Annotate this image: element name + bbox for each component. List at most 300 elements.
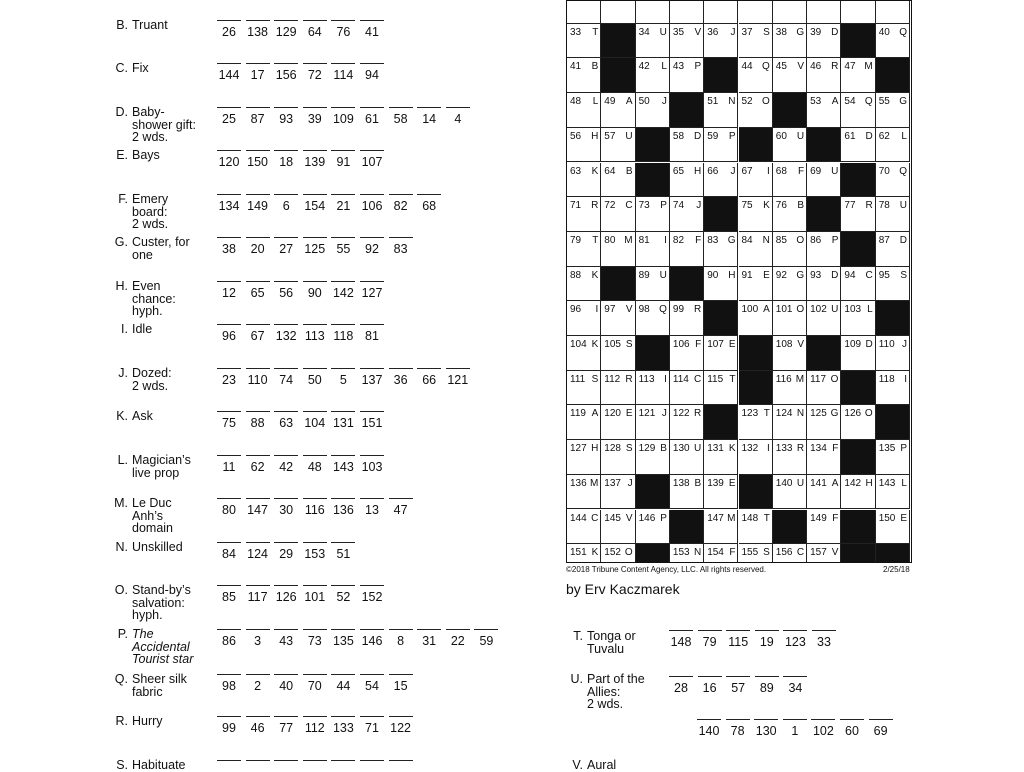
cell-clue-letter: R <box>625 373 633 385</box>
blank-line <box>389 237 413 238</box>
cell-clue-letter: U <box>625 130 633 142</box>
grid-cell[interactable] <box>704 232 738 267</box>
cell-clue-letter: B <box>797 200 805 212</box>
grid-cell[interactable] <box>670 197 704 232</box>
cell-number: 143 <box>878 477 896 489</box>
cell-number: 33 <box>570 26 582 38</box>
grid-cell[interactable] <box>567 93 601 128</box>
cell-clue-letter: U <box>831 304 839 316</box>
grid-cell[interactable] <box>601 128 635 163</box>
cell-clue-letter: J <box>627 477 633 489</box>
grid-cell[interactable] <box>670 336 704 371</box>
blank-number: 61 <box>365 112 379 126</box>
grid-cell[interactable] <box>841 267 875 302</box>
blank-number: 156 <box>275 68 297 82</box>
blank-number: 50 <box>307 373 322 387</box>
black-square <box>601 24 635 59</box>
blank-line <box>274 237 298 238</box>
blank-line <box>331 150 355 151</box>
blank-line <box>303 324 327 325</box>
blank-number: 98 <box>222 679 236 693</box>
blank-number: 20 <box>250 242 265 256</box>
grid-cell[interactable] <box>704 163 738 198</box>
grid-cell[interactable] <box>670 232 704 267</box>
grid-cell[interactable] <box>636 301 670 336</box>
clue-letter: Q. <box>114 672 128 686</box>
cell-number: 132 <box>741 443 759 455</box>
black-square <box>841 510 875 545</box>
cell-number: 47 <box>844 61 856 73</box>
cell-clue-letter: J <box>661 96 667 108</box>
cell-number: 129 <box>638 443 656 455</box>
blank-line <box>303 498 327 499</box>
cell-number: 88 <box>570 269 582 281</box>
blank-number: 125 <box>304 242 326 256</box>
clue-letter: H. <box>115 279 128 293</box>
blank-number: 30 <box>279 503 294 517</box>
grid-cell[interactable] <box>773 163 807 198</box>
grid-cell[interactable] <box>636 24 670 59</box>
grid-cell[interactable] <box>567 232 601 267</box>
grid-cell[interactable] <box>739 440 773 475</box>
blank-line <box>360 716 384 717</box>
blank-number: 48 <box>307 460 322 474</box>
grid-cell[interactable] <box>841 405 875 440</box>
blank-line <box>331 324 355 325</box>
blank-number: 120 <box>218 155 240 169</box>
cell-number: 115 <box>707 373 724 385</box>
grid-cell[interactable] <box>636 58 670 93</box>
grid-cell[interactable] <box>807 267 841 302</box>
blank-number: 5 <box>339 373 347 387</box>
cell-clue-letter: K <box>591 547 599 559</box>
cell-clue-letter: Q <box>899 165 907 177</box>
grid-cell[interactable] <box>807 440 841 475</box>
blank-number: 54 <box>365 679 379 693</box>
blank-line <box>726 676 750 677</box>
blank-number: 68 <box>422 199 437 213</box>
cell-clue-letter: S <box>625 339 633 350</box>
grid-cell[interactable] <box>773 232 807 267</box>
cell-number: 87 <box>878 234 890 246</box>
blank-line <box>755 630 779 631</box>
black-square <box>841 163 875 198</box>
grid-cell[interactable] <box>704 440 738 475</box>
grid-cell[interactable] <box>876 93 910 128</box>
grid-cell[interactable] <box>636 267 670 302</box>
grid-cell[interactable] <box>739 405 773 440</box>
grid-cell[interactable] <box>567 0 601 24</box>
cell-clue-letter: B <box>660 443 667 455</box>
blank-number: 3 <box>254 634 262 648</box>
blank-number: 56 <box>279 286 294 300</box>
cell-number: 134 <box>810 443 827 455</box>
grid-cell[interactable] <box>601 405 635 440</box>
cell-clue-letter: M <box>589 477 599 489</box>
cell-number: 53 <box>810 96 822 108</box>
grid-cell[interactable] <box>670 440 704 475</box>
grid-cell[interactable] <box>636 0 670 24</box>
blank-line <box>217 674 241 675</box>
blank-number: 17 <box>250 68 265 82</box>
black-square <box>739 475 773 510</box>
grid-cell[interactable] <box>567 336 601 371</box>
cell-clue-letter: Q <box>659 304 667 316</box>
grid-cell[interactable] <box>670 128 704 163</box>
blank-number: 143 <box>332 460 354 474</box>
black-square <box>739 128 773 163</box>
cell-number: 92 <box>775 269 787 281</box>
cell-clue-letter: O <box>830 373 839 385</box>
grid-cell[interactable] <box>704 544 738 563</box>
blank-line <box>360 281 384 282</box>
grid-cell[interactable] <box>876 371 910 406</box>
grid-cell[interactable] <box>773 371 807 406</box>
grid-cell[interactable] <box>601 197 635 232</box>
grid-cell[interactable] <box>876 475 910 510</box>
grid-cell[interactable] <box>773 440 807 475</box>
grid-cell[interactable] <box>567 163 601 198</box>
grid-cell[interactable] <box>567 440 601 475</box>
grid-cell[interactable] <box>567 267 601 302</box>
grid-cell[interactable] <box>807 232 841 267</box>
grid-cell[interactable] <box>704 336 738 371</box>
black-square <box>841 371 875 406</box>
grid-cell[interactable] <box>704 24 738 59</box>
cell-number: 81 <box>638 234 650 246</box>
grid-cell[interactable] <box>739 24 773 59</box>
grid-cell[interactable] <box>636 440 670 475</box>
grid-cell[interactable] <box>567 371 601 406</box>
copyright-notice: ©2018 Tribune Content Agency, LLC. All rights reserved. <box>566 565 767 574</box>
cell-clue-letter: F <box>797 165 805 177</box>
grid-cell[interactable] <box>739 163 773 198</box>
blank-line <box>360 20 384 21</box>
grid-cell[interactable] <box>739 267 773 302</box>
grid-cell[interactable] <box>739 58 773 93</box>
blank-line <box>303 674 327 675</box>
grid-cell[interactable] <box>567 128 601 163</box>
cell-clue-letter: N <box>728 96 736 108</box>
grid-cell[interactable] <box>601 232 635 267</box>
grid-cell[interactable] <box>636 510 670 545</box>
grid-cell[interactable] <box>876 163 910 198</box>
cell-clue-letter: L <box>867 304 873 316</box>
grid-cell[interactable] <box>841 0 875 24</box>
grid-cell[interactable] <box>670 405 704 440</box>
cell-number: 116 <box>775 373 792 385</box>
cell-number: 114 <box>672 373 689 385</box>
cell-clue-letter: I <box>664 373 667 385</box>
grid-cell[interactable] <box>807 24 841 59</box>
grid-cell[interactable] <box>773 0 807 24</box>
grid-cell[interactable] <box>876 267 910 302</box>
cell-clue-letter: S <box>625 443 633 455</box>
clue-letter: P. <box>117 627 128 641</box>
grid-cell[interactable] <box>567 197 601 232</box>
grid-cell[interactable] <box>567 405 601 440</box>
grid-cell[interactable] <box>841 128 875 163</box>
grid-cell[interactable] <box>841 301 875 336</box>
grid-cell[interactable] <box>773 24 807 59</box>
blank-number: 109 <box>332 112 354 126</box>
cell-number: 75 <box>741 200 753 212</box>
grid-cell[interactable] <box>601 440 635 475</box>
grid-cell[interactable] <box>876 197 910 232</box>
grid-cell[interactable] <box>841 475 875 510</box>
blank-number: 127 <box>361 286 383 300</box>
cell-number: 155 <box>741 547 759 559</box>
cell-number: 105 <box>604 339 621 350</box>
cell-number: 52 <box>741 96 753 108</box>
grid-cell[interactable] <box>807 163 841 198</box>
blank-number: 58 <box>393 112 408 126</box>
cell-number: 108 <box>775 339 793 350</box>
grid-cell[interactable] <box>704 371 738 406</box>
grid-cell[interactable] <box>636 197 670 232</box>
cell-clue-letter: M <box>864 61 873 73</box>
cell-number: 120 <box>604 408 621 420</box>
blank-number: 147 <box>247 503 269 517</box>
grid-cell[interactable] <box>773 475 807 510</box>
cell-number: 35 <box>672 26 685 38</box>
grid-cell[interactable] <box>739 0 773 24</box>
grid-cell[interactable] <box>739 93 773 128</box>
cell-number: 89 <box>638 269 650 281</box>
blank-number: 33 <box>817 635 831 649</box>
cell-clue-letter: N <box>796 408 805 420</box>
grid-cell[interactable] <box>670 24 704 59</box>
blank-line <box>698 676 722 677</box>
grid-cell[interactable] <box>670 163 704 198</box>
clue-letter: U. <box>570 672 583 686</box>
cell-clue-letter: T <box>763 512 770 524</box>
grid-cell[interactable] <box>601 475 635 510</box>
blank-number: 11 <box>222 460 236 474</box>
grid-cell[interactable] <box>876 232 910 267</box>
cell-clue-letter: P <box>660 200 667 212</box>
grid-cell[interactable] <box>739 197 773 232</box>
grid-cell[interactable] <box>670 475 704 510</box>
grid-cell[interactable] <box>601 510 635 545</box>
grid-cell[interactable] <box>876 0 910 24</box>
blank-number: 102 <box>812 724 834 738</box>
grid-cell[interactable] <box>807 301 841 336</box>
blank-number: 122 <box>390 721 412 735</box>
grid-cell[interactable] <box>841 336 875 371</box>
blank-number: 146 <box>361 634 383 648</box>
cell-clue-letter: I <box>595 304 599 316</box>
black-square <box>670 510 704 545</box>
grid-cell[interactable] <box>567 510 601 545</box>
cell-number: 119 <box>570 408 586 420</box>
grid-cell[interactable] <box>773 301 807 336</box>
cell-clue-letter: B <box>625 165 633 177</box>
blank-number: 39 <box>307 112 322 126</box>
grid-cell[interactable] <box>704 267 738 302</box>
grid-cell[interactable] <box>739 232 773 267</box>
cell-clue-letter: R <box>693 304 702 316</box>
grid-cell[interactable] <box>601 371 635 406</box>
black-square <box>636 544 670 563</box>
blank-number: 13 <box>365 503 379 517</box>
grid-cell[interactable] <box>773 267 807 302</box>
grid-cell[interactable] <box>704 128 738 163</box>
blank-line <box>726 719 750 720</box>
grid-cell[interactable] <box>876 336 910 371</box>
grid-cell[interactable] <box>773 405 807 440</box>
cell-number: 63 <box>570 165 582 177</box>
clue-text: Ask <box>132 409 153 423</box>
grid-cell[interactable] <box>773 58 807 93</box>
cell-clue-letter: B <box>591 61 599 73</box>
clue-text: Idle <box>132 322 153 336</box>
cell-number: 72 <box>604 200 616 212</box>
black-square <box>876 544 910 563</box>
blank-number: 84 <box>222 547 236 561</box>
grid-cell[interactable] <box>567 544 601 563</box>
grid-cell[interactable] <box>841 93 875 128</box>
cell-clue-letter: U <box>659 26 667 38</box>
grid-cell[interactable] <box>876 510 910 545</box>
blank-line <box>274 760 298 761</box>
grid-cell[interactable] <box>670 301 704 336</box>
blank-line <box>869 719 893 720</box>
grid-cell[interactable] <box>739 301 773 336</box>
blank-number: 110 <box>247 373 268 387</box>
cell-clue-letter: C <box>693 373 702 385</box>
cell-clue-letter: L <box>592 96 599 108</box>
grid-cell[interactable] <box>773 544 807 563</box>
blank-line <box>360 63 384 64</box>
black-square <box>773 510 807 545</box>
cell-number: 149 <box>810 512 827 524</box>
grid-cell[interactable] <box>739 544 773 563</box>
grid-cell[interactable] <box>601 336 635 371</box>
grid-cell[interactable] <box>807 405 841 440</box>
grid-cell[interactable] <box>670 544 704 563</box>
grid-cell[interactable] <box>876 24 910 59</box>
grid-cell[interactable] <box>601 301 635 336</box>
grid-cell[interactable] <box>601 0 635 24</box>
clue-letter: D. <box>115 105 128 119</box>
blank-number: 1 <box>791 724 799 738</box>
blank-number: 65 <box>250 286 265 300</box>
blank-line <box>303 150 327 151</box>
blank-number: 149 <box>247 199 269 213</box>
cell-clue-letter: K <box>763 200 770 212</box>
grid-cell[interactable] <box>739 510 773 545</box>
clue-text: Stand-by’s salvation: hyph. <box>132 583 191 622</box>
grid-cell[interactable] <box>704 510 738 545</box>
grid-cell[interactable] <box>841 58 875 93</box>
blank-line <box>246 368 270 369</box>
blank-number: 77 <box>279 721 294 735</box>
blank-line <box>446 107 470 108</box>
grid-cell[interactable] <box>807 475 841 510</box>
grid-cell[interactable] <box>807 371 841 406</box>
grid-cell[interactable] <box>807 58 841 93</box>
blank-line <box>217 281 241 282</box>
grid-cell[interactable] <box>807 544 841 563</box>
grid-cell[interactable] <box>773 197 807 232</box>
blank-line <box>274 281 298 282</box>
grid-cell[interactable] <box>704 0 738 24</box>
grid-cell[interactable] <box>807 93 841 128</box>
cell-number: 59 <box>707 130 719 142</box>
grid-cell[interactable] <box>636 93 670 128</box>
cell-clue-letter: F <box>695 339 702 350</box>
grid-cell[interactable] <box>876 128 910 163</box>
cell-number: 123 <box>741 408 759 420</box>
grid-cell[interactable] <box>876 440 910 475</box>
cell-number: 111 <box>570 373 586 385</box>
blank-line <box>217 411 241 412</box>
cell-clue-letter: S <box>763 547 770 559</box>
grid-cell[interactable] <box>601 163 635 198</box>
grid-cell[interactable] <box>567 24 601 59</box>
clue-letter: O. <box>114 583 128 597</box>
cell-clue-letter: S <box>591 373 599 385</box>
cell-clue-letter: J <box>730 165 736 177</box>
grid-cell[interactable] <box>773 128 807 163</box>
cell-number: 117 <box>810 373 827 385</box>
grid-cell[interactable] <box>807 0 841 24</box>
cell-clue-letter: U <box>831 165 839 177</box>
cell-number: 100 <box>741 304 759 316</box>
grid-cell[interactable] <box>807 510 841 545</box>
grid-cell[interactable] <box>636 371 670 406</box>
black-square <box>841 232 875 267</box>
clue-text: Sheer silk fabric <box>132 672 187 699</box>
grid-cell[interactable] <box>601 93 635 128</box>
cell-clue-letter: V <box>797 339 805 350</box>
grid-cell[interactable] <box>567 301 601 336</box>
grid-cell[interactable] <box>636 232 670 267</box>
blank-line <box>360 585 384 586</box>
grid-cell[interactable] <box>670 0 704 24</box>
clue-letter: E. <box>116 148 128 162</box>
blank-number: 134 <box>218 199 240 213</box>
grid-cell[interactable] <box>670 58 704 93</box>
grid-cell[interactable] <box>567 475 601 510</box>
cell-clue-letter: R <box>831 61 839 73</box>
cell-clue-letter: E <box>728 477 736 489</box>
grid-cell[interactable] <box>773 336 807 371</box>
grid-cell[interactable] <box>841 197 875 232</box>
clue-text: The Accidental Tourist star <box>132 627 194 666</box>
grid-cell[interactable] <box>601 544 635 563</box>
cell-clue-letter: O <box>796 234 805 246</box>
blank-number: 154 <box>304 199 326 213</box>
blank-line <box>331 674 355 675</box>
cell-number: 156 <box>775 547 793 559</box>
blank-number: 86 <box>222 634 236 648</box>
cell-clue-letter: V <box>694 26 702 38</box>
grid-cell[interactable] <box>704 93 738 128</box>
cell-clue-letter: G <box>796 26 805 38</box>
grid-cell[interactable] <box>670 371 704 406</box>
clue-letter: C. <box>115 61 128 75</box>
blank-line <box>417 629 441 630</box>
grid-cell[interactable] <box>636 405 670 440</box>
blank-number: 88 <box>250 416 265 430</box>
grid-cell[interactable] <box>704 475 738 510</box>
grid-cell[interactable] <box>567 58 601 93</box>
cell-number: 131 <box>707 443 724 455</box>
blank-number: 96 <box>222 329 236 343</box>
blank-number: 27 <box>279 242 294 256</box>
